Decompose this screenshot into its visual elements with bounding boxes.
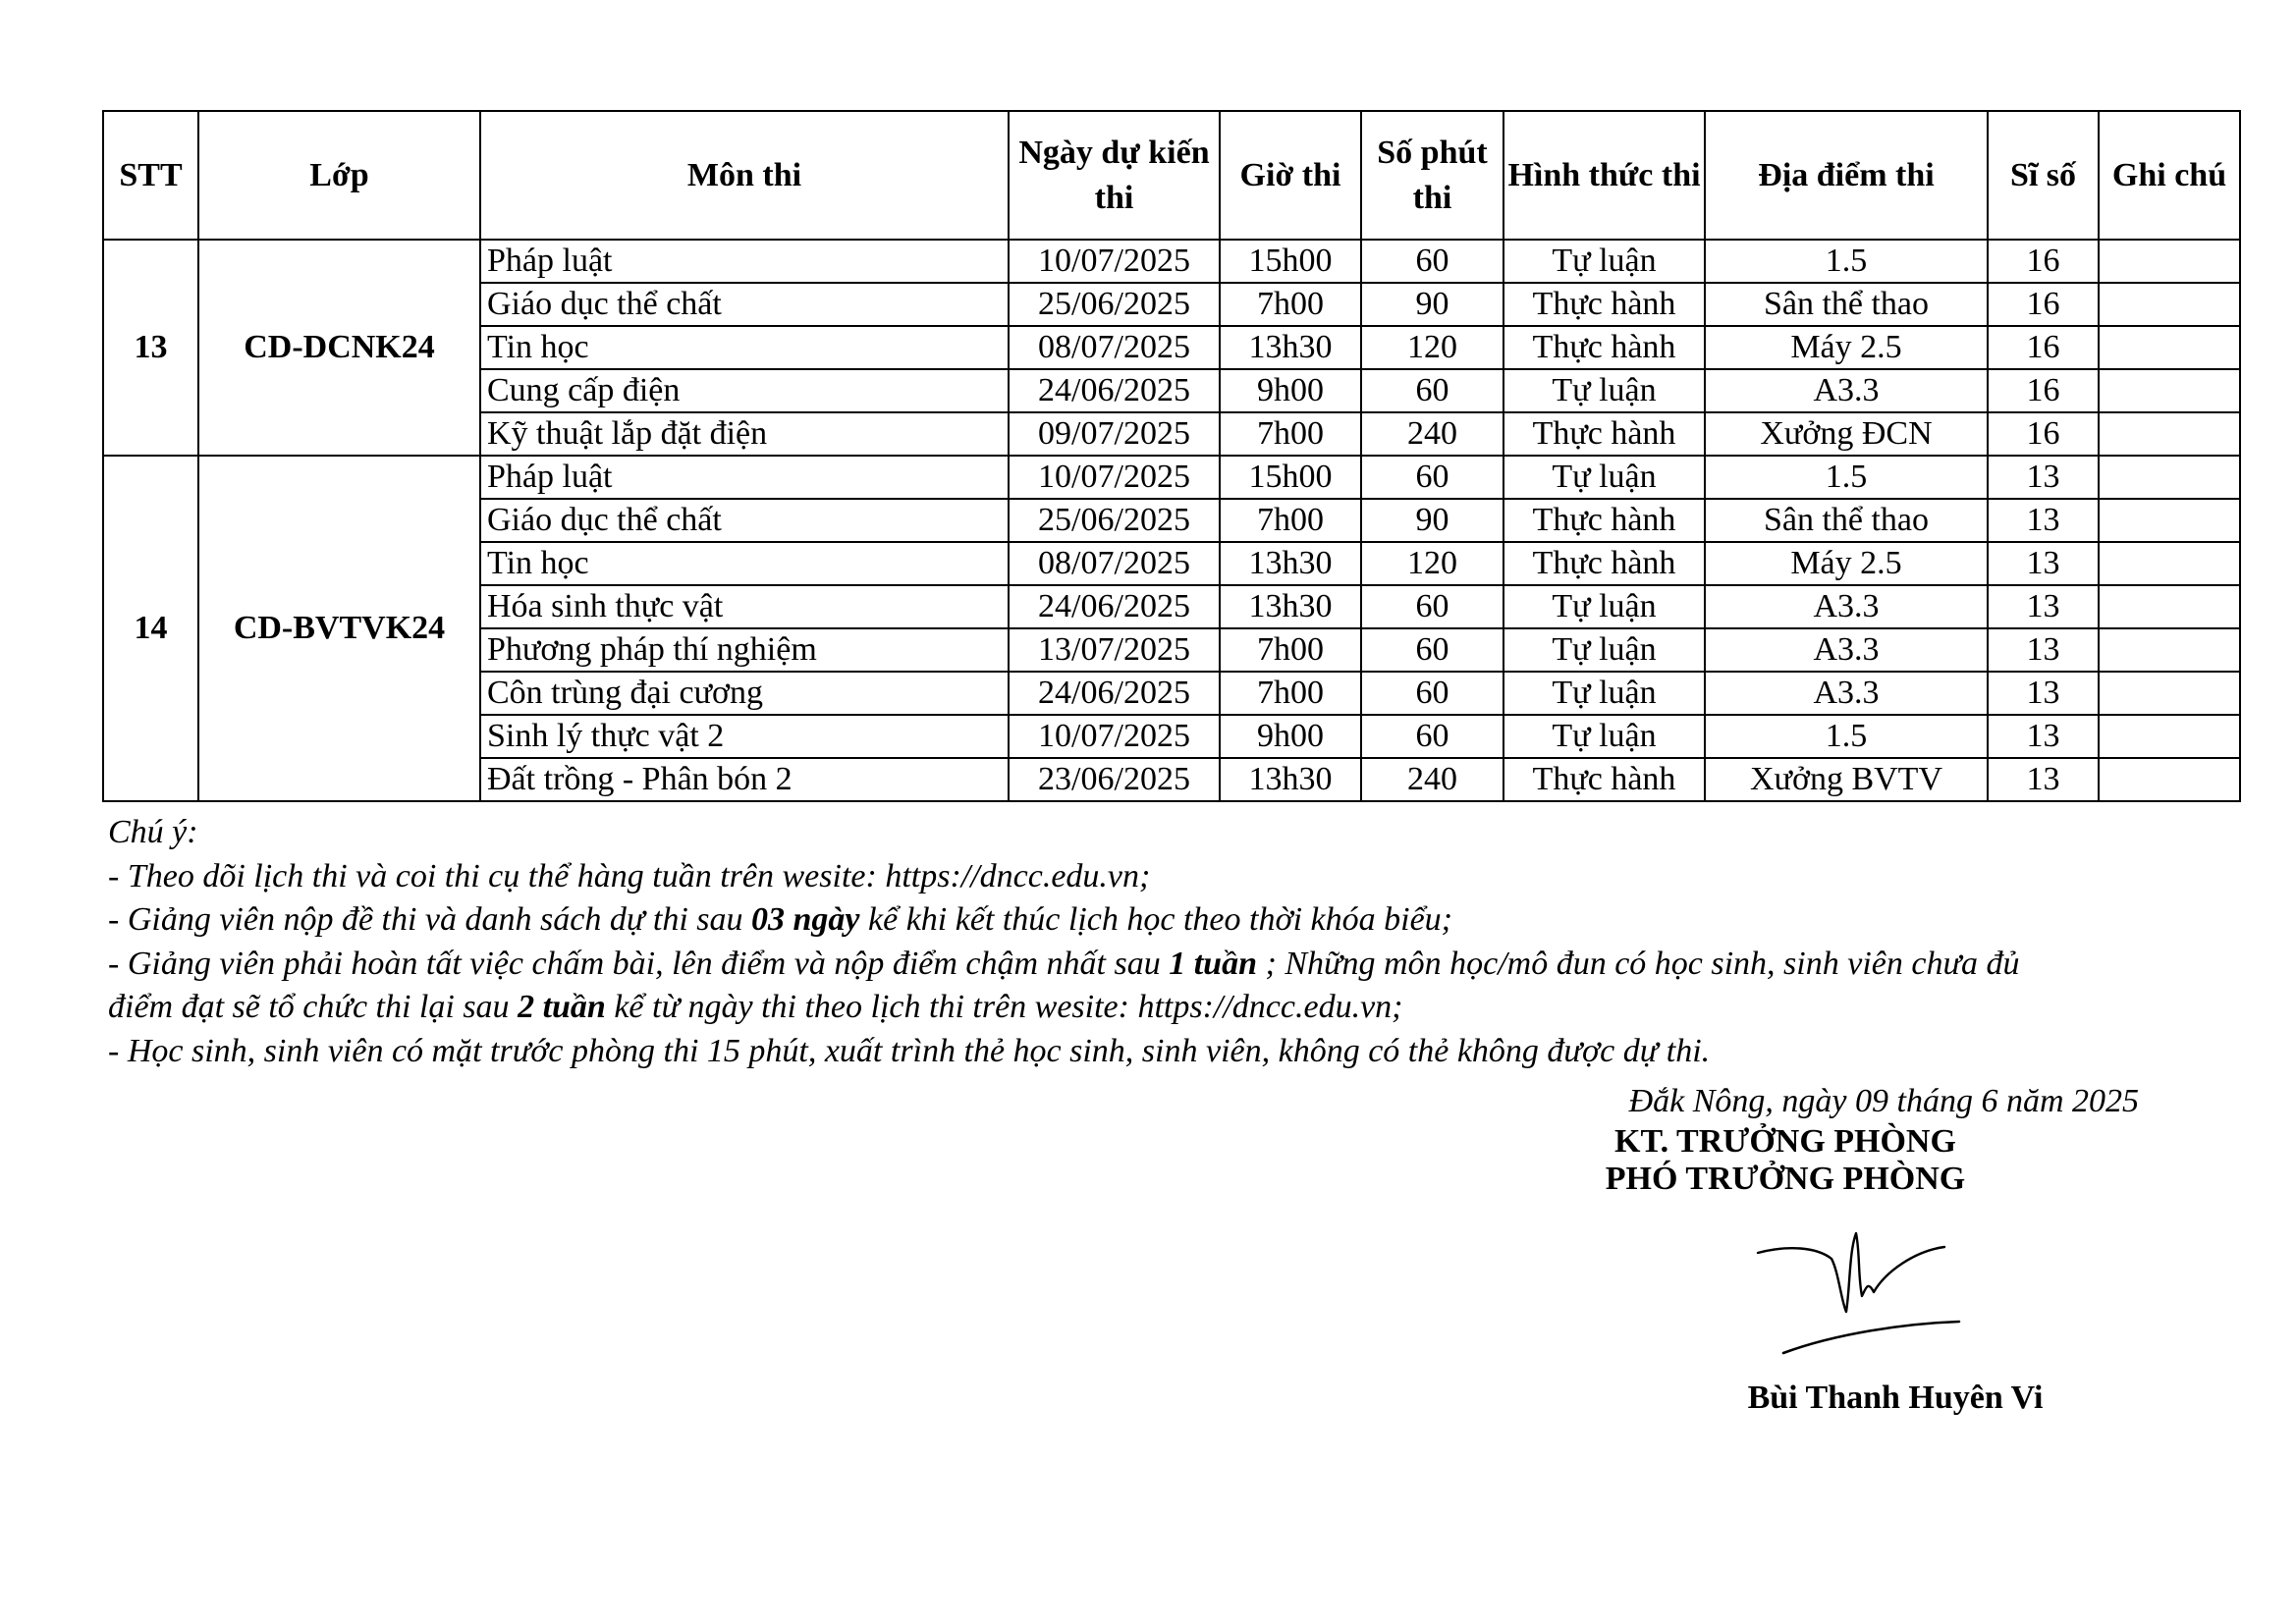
cell-minutes: 60 [1361,456,1503,499]
cell-time: 7h00 [1220,283,1361,326]
cell-time: 15h00 [1220,456,1361,499]
cell-subject: Hóa sinh thực vật [480,585,1009,628]
cell-subject: Cung cấp điện [480,369,1009,412]
cell-minutes: 120 [1361,542,1503,585]
exam-schedule-table [102,110,2241,802]
cell-note [2099,585,2240,628]
cell-date: 08/07/2025 [1009,326,1220,369]
cell-subject: Tin học [480,326,1009,369]
cell-time: 7h00 [1220,412,1361,456]
cell-minutes: 90 [1361,499,1503,542]
header-date: Ngày dự kiến thi [1009,111,1220,240]
cell-note [2099,499,2240,542]
cell-subject: Kỹ thuật lắp đặt điện [480,412,1009,456]
cell-location: Sân thể thao [1705,283,1988,326]
cell-location: A3.3 [1705,369,1988,412]
cell-format: Tự luận [1503,369,1705,412]
cell-date: 10/07/2025 [1009,715,1220,758]
cell-count: 13 [1988,542,2099,585]
cell-note [2099,715,2240,758]
cell-date: 10/07/2025 [1009,240,1220,283]
signer-name: Bùi Thanh Huyên Vi [1747,1380,2044,1416]
table-row [103,456,2240,499]
cell-format: Thực hành [1503,326,1705,369]
cell-count: 16 [1988,283,2099,326]
note-line-2 [108,898,2259,943]
note-text: điểm đạt sẽ tổ chức thi lại sau [108,989,519,1025]
cell-note [2099,412,2240,456]
note-line-1: - Theo dõi lịch thi và coi thi cụ thể hàng tuần trên wesite: https://dncc.edu.vn; [108,857,1151,894]
cell-minutes: 60 [1361,628,1503,672]
cell-count: 13 [1988,628,2099,672]
cell-note [2099,283,2240,326]
cell-stt: 13 [103,240,198,456]
header-count: Sĩ số [1988,111,2099,240]
note-text: kể từ ngày thi theo lịch thi trên wesite: https://dncc.edu.vn; [605,989,1403,1025]
cell-time: 7h00 [1220,628,1361,672]
cell-minutes: 240 [1361,412,1503,456]
cell-minutes: 60 [1361,240,1503,283]
cell-subject: Tin học [480,542,1009,585]
cell-location: Máy 2.5 [1705,326,1988,369]
cell-date: 10/07/2025 [1009,456,1220,499]
note-line-3 [108,943,2259,987]
note-text: kể khi kết thúc lịch học theo thời khóa biểu; [859,901,1452,938]
cell-time: 13h30 [1220,326,1361,369]
cell-count: 16 [1988,369,2099,412]
cell-time: 9h00 [1220,715,1361,758]
cell-location: Xưởng BVTV [1705,758,1988,801]
cell-location: Sân thể thao [1705,499,1988,542]
cell-location: Xưởng ĐCN [1705,412,1988,456]
cell-format: Tự luận [1503,456,1705,499]
cell-count: 13 [1988,672,2099,715]
cell-note [2099,628,2240,672]
handwritten-signature [1748,1218,1974,1375]
header-format: Hình thức thi [1503,111,1705,240]
header-subject: Môn thi [480,111,1009,240]
cell-minutes: 60 [1361,369,1503,412]
cell-subject: Phương pháp thí nghiệm [480,628,1009,672]
cell-date: 23/06/2025 [1009,758,1220,801]
cell-location: 1.5 [1705,240,1988,283]
cell-minutes: 120 [1361,326,1503,369]
signer-title-1: KT. TRƯỞNG PHÒNG [1614,1123,1956,1160]
cell-subject: Đất trồng - Phân bón 2 [480,758,1009,801]
cell-format: Tự luận [1503,715,1705,758]
cell-subject: Giáo dục thể chất [480,499,1009,542]
cell-time: 13h30 [1220,758,1361,801]
cell-note [2099,369,2240,412]
cell-format: Thực hành [1503,412,1705,456]
cell-time: 13h30 [1220,542,1361,585]
cell-note [2099,672,2240,715]
header-minutes: Số phút thi [1361,111,1503,240]
cell-format: Tự luận [1503,240,1705,283]
notes-title: Chú ý: [108,814,198,850]
cell-location: A3.3 [1705,628,1988,672]
cell-date: 24/06/2025 [1009,585,1220,628]
cell-count: 13 [1988,758,2099,801]
cell-date: 25/06/2025 [1009,499,1220,542]
cell-subject: Sinh lý thực vật 2 [480,715,1009,758]
cell-subject: Giáo dục thể chất [480,283,1009,326]
cell-minutes: 60 [1361,715,1503,758]
cell-minutes: 60 [1361,585,1503,628]
note-text: - Giảng viên phải hoàn tất việc chấm bài, lên điểm và nộp điểm chậm nhất sau [108,945,1170,982]
cell-count: 16 [1988,326,2099,369]
header-note: Ghi chú [2099,111,2240,240]
cell-note [2099,758,2240,801]
cell-stt: 14 [103,456,198,801]
cell-date: 08/07/2025 [1009,542,1220,585]
cell-format: Tự luận [1503,585,1705,628]
date-line: Đắk Nông, ngày 09 tháng 6 năm 2025 [1628,1083,2139,1119]
table-row [103,240,2240,283]
cell-time: 7h00 [1220,672,1361,715]
header-time: Giờ thi [1220,111,1361,240]
cell-date: 24/06/2025 [1009,672,1220,715]
cell-location: A3.3 [1705,672,1988,715]
table-body [103,240,2240,801]
cell-time: 13h30 [1220,585,1361,628]
cell-format: Thực hành [1503,542,1705,585]
note-line-4 [108,986,2259,1030]
cell-time: 15h00 [1220,240,1361,283]
table-header-row [103,111,2240,240]
cell-date: 09/07/2025 [1009,412,1220,456]
cell-time: 7h00 [1220,499,1361,542]
cell-format: Thực hành [1503,499,1705,542]
cell-note [2099,456,2240,499]
cell-minutes: 90 [1361,283,1503,326]
cell-minutes: 60 [1361,672,1503,715]
note-text: - Giảng viên nộp đề thi và danh sách dự thi sau [108,901,752,938]
cell-count: 16 [1988,240,2099,283]
cell-minutes: 240 [1361,758,1503,801]
cell-class: CD-BVTVK24 [198,456,480,801]
cell-count: 16 [1988,412,2099,456]
cell-date: 13/07/2025 [1009,628,1220,672]
cell-class: CD-DCNK24 [198,240,480,456]
cell-format: Thực hành [1503,283,1705,326]
cell-date: 25/06/2025 [1009,283,1220,326]
notes-section [108,811,2259,1073]
cell-location: 1.5 [1705,456,1988,499]
cell-note [2099,326,2240,369]
cell-subject: Pháp luật [480,456,1009,499]
cell-location: A3.3 [1705,585,1988,628]
cell-format: Thực hành [1503,758,1705,801]
cell-location: 1.5 [1705,715,1988,758]
note-text: ; Những môn học/mô đun có học sinh, sinh viên chưa đủ [1257,945,2020,982]
signer-title-2: PHÓ TRƯỞNG PHÒNG [1605,1161,1966,1197]
cell-date: 24/06/2025 [1009,369,1220,412]
cell-note [2099,542,2240,585]
note-emphasis: 2 tuần [518,989,606,1025]
note-emphasis: 1 tuần [1169,945,1257,982]
cell-format: Tự luận [1503,672,1705,715]
cell-location: Máy 2.5 [1705,542,1988,585]
note-line-5: - Học sinh, sinh viên có mặt trước phòng thi 15 phút, xuất trình thẻ học sinh, sinh viên, không có thẻ không được dự thi. [108,1032,1711,1069]
note-emphasis: 03 ngày [751,901,860,938]
cell-format: Tự luận [1503,628,1705,672]
cell-count: 13 [1988,715,2099,758]
cell-count: 13 [1988,456,2099,499]
cell-note [2099,240,2240,283]
cell-time: 9h00 [1220,369,1361,412]
cell-count: 13 [1988,499,2099,542]
signature-block [1432,1080,2139,1198]
cell-subject: Côn trùng đại cương [480,672,1009,715]
header-location: Địa điểm thi [1705,111,1988,240]
cell-subject: Pháp luật [480,240,1009,283]
cell-count: 13 [1988,585,2099,628]
header-class: Lớp [198,111,480,240]
header-stt: STT [103,111,198,240]
